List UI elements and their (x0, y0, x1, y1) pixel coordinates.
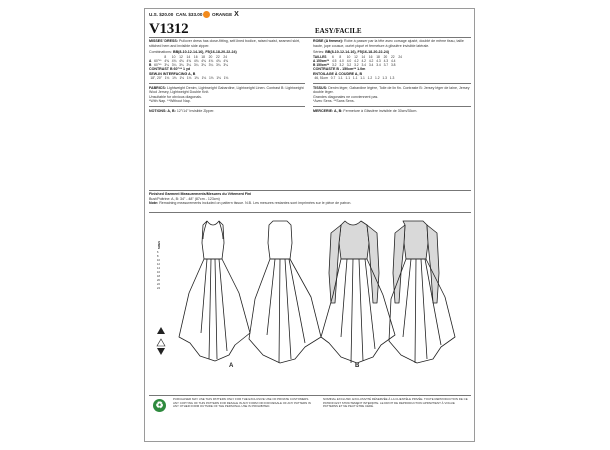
view-b-row: B 150cm** 3.2 3.2 3.2 3.2 3.4 3.4 3.4 3.7 3.8 (313, 63, 396, 68)
interfacing-row: 18", 20" 1⅛ 1⅛ 1⅛ 1⅛ 1⅛ 1⅛ 1⅛ 1⅛ 1⅛ (150, 76, 229, 81)
view-a-front-sketch (179, 221, 250, 361)
price-row (149, 12, 202, 17)
size-18: 18 (157, 275, 160, 279)
size-chart-sizes (157, 251, 167, 291)
view-b-back-sketch (389, 221, 455, 363)
measurements-bust: Bust/Poitrine: A, B: 34" - 48" (87cm - 123cm) (149, 196, 220, 201)
recycle-icon: ♻ (153, 399, 166, 412)
notions-title: NOTIONS: A, B: (149, 108, 176, 113)
note-text: Remaining measurements included on pattern tissue. N.B. Les mesures restantes sont imprimées sur le pièce de patron. (159, 201, 352, 205)
color-code-badge (203, 11, 239, 18)
combinations-value: BB(8-10-12-14-16), F5(16-18-20-22-24) (172, 50, 237, 54)
size-24: 24 (157, 287, 160, 291)
french-rule-1 (313, 83, 471, 84)
measurements-title: Finished Garment Measurements/Mesures du Vêtement Fini (149, 192, 252, 196)
notions-text: 12"/14" Invisible Zipper. (176, 108, 215, 113)
english-fabrics (149, 86, 305, 95)
triangle-markers (156, 325, 166, 357)
triangle-up-icon (157, 327, 165, 334)
description-text: Pullover dress has close-fitting, self-lined bodice, raised waist, seamed skirt, stitched hem and invisible side zipper. (149, 39, 301, 48)
size-20: 20 (157, 279, 160, 283)
difficulty-label: EASY/FACILE (315, 27, 362, 35)
french-interfacing: ENTOILAGE À COUDRE A, B (313, 71, 363, 76)
english-rule-2 (149, 106, 305, 107)
size-chart (157, 241, 167, 291)
french-contrast: CONTRASTE B - 150cm** 1.0m (313, 67, 366, 72)
combinations-label: Séries: (313, 50, 325, 54)
footer-english: PURCHASER MAY USE THIS PATTERN ONLY FOR THE EXCLUSIVE USE OF PRIVATE CUSTOMERS. ANY COPYING OF THIS PATTERN FOR RESALE IN ANY FORM OR FOR RESALE OF ANY PATTERN IN ANY OTHER FORM OUTSIDE OF THE PERSONAL USE IS PROHIBITED. (173, 397, 311, 409)
row-width: 150cm** (316, 58, 330, 63)
english-rule-1 (149, 83, 305, 84)
footer-rule (149, 395, 471, 396)
measurements-section (149, 192, 471, 206)
footer-french: NOMINAL EXCLUSIF. EXCLUSIVITÉ RÉSERVÉE À LA CLIENTÈLE PRIVÉE. TOUTE REPRODUCTION DE CE PATRON EST STRICTEMENT INTERDITE. LE DROIT DE REPRODUCTION APPARTIENT À VOGUE PATTERNS ET NE PEUT ÊTRE CÉDÉ. (323, 397, 468, 409)
size-14: 14 (157, 267, 160, 271)
english-interfacing-table (149, 76, 230, 80)
row-label: B (313, 63, 316, 68)
english-yardage-table (149, 55, 229, 68)
size-10: 10 (157, 259, 160, 263)
view-a-row: A 150cm** 4.5 4.0 4.0 4.2 4.2 4.2 4.3 4.3 4.4 (313, 58, 396, 63)
pattern-envelope-back (144, 8, 475, 442)
size-22: 22 (157, 283, 160, 287)
combinations-value: BB(8-10-12-14-16), F5(16-18-20-22-24) (325, 50, 389, 54)
fabrics-text: Lightweight Denim, Lightweight Gabardine, Lightweight Linen. Contrast B: Lightweight Wool Jersey, Lightweight Double Knit. (149, 85, 304, 95)
view-a-row: A 60"** 4¾ 4¾ 4¾ 4¾ 4¾ 4¾ 4¾ 4¾ 4¾ (149, 58, 228, 63)
size-6: 6 (157, 251, 159, 255)
size-12: 12 (157, 263, 160, 267)
view-a-back-sketch (249, 221, 321, 363)
orange-dot-icon (203, 11, 210, 18)
english-notions (149, 109, 305, 114)
french-interfacing-table (313, 76, 396, 80)
english-unsuitable: Unsuitable for obvious diagonals. (149, 94, 202, 99)
triangle-outline-icon (157, 339, 165, 346)
can-price: CAN. $33.00 (175, 12, 203, 17)
triangle-down-icon (157, 348, 165, 355)
note-label: Note: (149, 201, 159, 205)
description-title: ROBE (A femme): (313, 39, 344, 43)
english-description (149, 39, 305, 48)
french-description (313, 39, 471, 48)
row-label: A (313, 58, 316, 63)
view-b-row: B 60"** 3¼ 3¼ 3¼ 3¼ 3¼ 3¼ 3¼ 3¼ 3¼ (149, 63, 228, 68)
french-yardage-table (313, 55, 403, 68)
row-width: 150cm** (316, 63, 330, 68)
english-combinations (149, 50, 305, 55)
french-rule-2 (313, 106, 471, 107)
header-rule (149, 37, 471, 38)
interfacing-row: 46, 51cm 0.7 1.1 1.1 1.1 1.1 1.2 1.2 1.3 1.3 (314, 76, 395, 81)
english-nap: *With Nap. **Without Nap. (149, 99, 191, 104)
view-b-label: B (355, 363, 360, 369)
english-contrast: CONTRAST B 60"** 1 yd (149, 67, 191, 72)
french-nap: *Avec Sens. **Sans Sens. (313, 99, 355, 104)
french-fabrics (313, 86, 471, 95)
notions-title: MERCERIE: A, B: (313, 108, 343, 113)
size-row: TAILLES 6 8 10 12 14 16 18 20 22 24 (313, 54, 402, 59)
size-chart-label: SIZES (157, 241, 161, 250)
size-16: 16 (157, 271, 160, 275)
french-unsuitable: Grandes diagonales ne conviennent pas. (313, 94, 379, 99)
measurements-rule (149, 190, 471, 191)
fabrics-title: FABRICS: (149, 85, 166, 90)
english-interfacing: SEW-IN INTERFACING A, B (149, 71, 196, 76)
french-notions (313, 109, 471, 114)
x-mark: X (234, 11, 239, 18)
notions-text: Fermeture à Glissière invisible de 30cm/35cm. (343, 108, 418, 113)
fabrics-text: Denim léger, Gabardine légère, Toile de lin fin. Contraste B: Jersey léger de laine, Jersey double léger. (313, 85, 470, 95)
color-code-label: ORANGE (212, 12, 233, 17)
english-column (149, 39, 305, 113)
pattern-number: V1312 (149, 21, 189, 37)
description-title: MISSES' DRESS: (149, 39, 179, 43)
size-8: 8 (157, 255, 159, 259)
view-a-label: A (229, 363, 234, 369)
garment-illustrations (145, 213, 476, 373)
combinations-label: Combinations: (149, 50, 172, 54)
description-text: Robe à passer par la tête avec corsage ajusté, doublé de même tissu, taille haute, jupe cousue, ourlet piqué et fermeture à glissière invisible latérale. (313, 39, 464, 48)
french-column (313, 39, 471, 113)
size-row: 8 10 12 14 16 18 20 22 24 (164, 54, 228, 59)
view-b-front-sketch (321, 221, 395, 363)
measurements-note (149, 201, 471, 206)
us-price: U.S. $20.00 (149, 12, 174, 17)
fabrics-title: TISSUS: (313, 85, 328, 90)
